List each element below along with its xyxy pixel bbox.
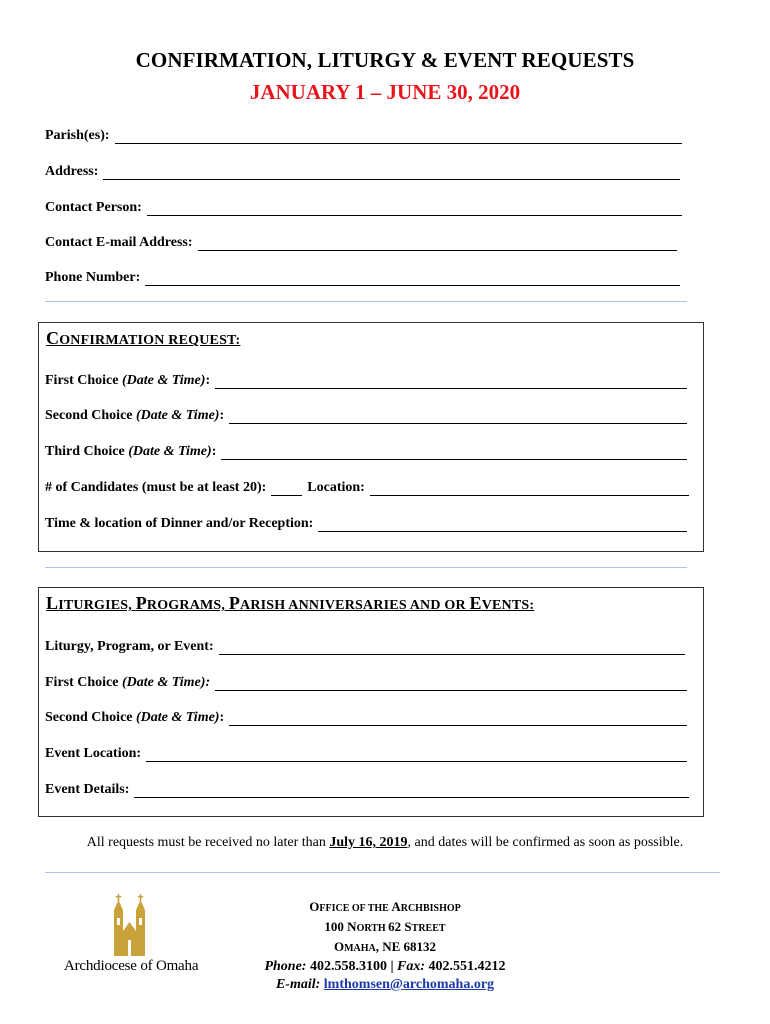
event-location-field[interactable]: [45, 746, 687, 762]
event-first-choice-input-line[interactable]: [215, 677, 687, 691]
contact-email-label: Contact E-mail Address:: [45, 235, 193, 250]
first-choice-label: First Choice (Date & Time):: [45, 373, 211, 388]
archdiocese-logo-text: Archdiocese of Omaha: [64, 958, 199, 974]
event-details-input-line[interactable]: [134, 784, 689, 798]
deadline-notice: All requests must be received no later than July 16, 2019, and dates will be confirmed as soon as possible.: [86, 835, 684, 850]
parish-field[interactable]: [45, 128, 682, 144]
event-name-input-line[interactable]: [219, 641, 685, 655]
deadline-date: July 16, 2019: [329, 835, 408, 850]
office-contact-block: [200, 898, 570, 994]
candidates-input-line[interactable]: [271, 482, 302, 496]
second-choice-label: Second Choice (Date & Time):: [45, 408, 225, 423]
confirmation-second-choice-field[interactable]: [45, 408, 687, 424]
office-phone-fax: Phone: 402.558.3100 | Fax: 402.551.4212: [264, 959, 506, 974]
office-name: OFFICE OF THE ARCHBISHOP: [309, 899, 461, 914]
office-city: OMAHA, NE 68132: [333, 939, 437, 954]
candidates-label: # of Candidates (must be at least 20):: [45, 480, 267, 495]
third-choice-input-line[interactable]: [221, 446, 687, 460]
email-link[interactable]: lmthomsen@archomaha.org: [323, 977, 495, 992]
second-choice-input-line[interactable]: [229, 410, 687, 424]
section-divider: [45, 301, 687, 302]
parish-label: Parish(es):: [45, 128, 110, 143]
dinner-reception-input-line[interactable]: [318, 518, 687, 532]
location-input-line[interactable]: [370, 482, 689, 496]
first-choice-input-line[interactable]: [215, 375, 687, 389]
event-location-label: Event Location:: [45, 746, 142, 761]
date-range-subtitle: JANUARY 1 – JUNE 30, 2020: [249, 80, 521, 104]
contact-person-input-line[interactable]: [147, 202, 682, 216]
contact-email-input-line[interactable]: [198, 237, 677, 251]
candidates-location-field[interactable]: [45, 480, 689, 496]
location-label: Location:: [307, 480, 365, 495]
dinner-reception-label: Time & location of Dinner and/or Reception:: [45, 516, 314, 531]
phone-input-line[interactable]: [145, 272, 680, 286]
event-details-field[interactable]: [45, 782, 689, 798]
address-input-line[interactable]: [103, 166, 680, 180]
event-second-choice-field[interactable]: [45, 710, 687, 726]
confirmation-third-choice-field[interactable]: [45, 444, 687, 460]
office-street: 100 NORTH 62 STREET: [324, 919, 446, 934]
confirmation-first-choice-field[interactable]: [45, 373, 687, 389]
contact-email-field[interactable]: [45, 235, 677, 251]
confirmation-heading: CONFIRMATION REQUEST:: [46, 328, 241, 348]
section-divider: [45, 567, 687, 568]
event-first-choice-label: First Choice (Date & Time):: [45, 675, 211, 690]
parish-input-line[interactable]: [115, 130, 682, 144]
event-name-label: Liturgy, Program, or Event:: [45, 639, 214, 654]
event-details-label: Event Details:: [45, 782, 130, 797]
phone-label: Phone Number:: [45, 270, 141, 285]
phone-field[interactable]: [45, 270, 680, 286]
page-title: CONFIRMATION, LITURGY & EVENT REQUESTS: [135, 48, 635, 72]
event-second-choice-input-line[interactable]: [229, 712, 687, 726]
contact-person-field[interactable]: [45, 200, 682, 216]
dinner-reception-field[interactable]: [45, 516, 687, 532]
third-choice-label: Third Choice (Date & Time):: [45, 444, 217, 459]
events-heading: LITURGIES, PROGRAMS, PARISH ANNIVERSARIES AND OR EVENTS:: [46, 593, 535, 613]
event-location-input-line[interactable]: [146, 748, 687, 762]
event-second-choice-label: Second Choice (Date & Time):: [45, 710, 225, 725]
address-field[interactable]: [45, 164, 680, 180]
office-email: E-mail: lmthomsen@archomaha.org: [275, 977, 495, 992]
contact-person-label: Contact Person:: [45, 200, 142, 215]
address-label: Address:: [45, 164, 99, 179]
footer-divider: [45, 872, 720, 873]
archdiocese-cathedral-logo-icon: [48, 886, 208, 991]
event-first-choice-field[interactable]: [45, 675, 687, 691]
event-name-field[interactable]: [45, 639, 685, 655]
